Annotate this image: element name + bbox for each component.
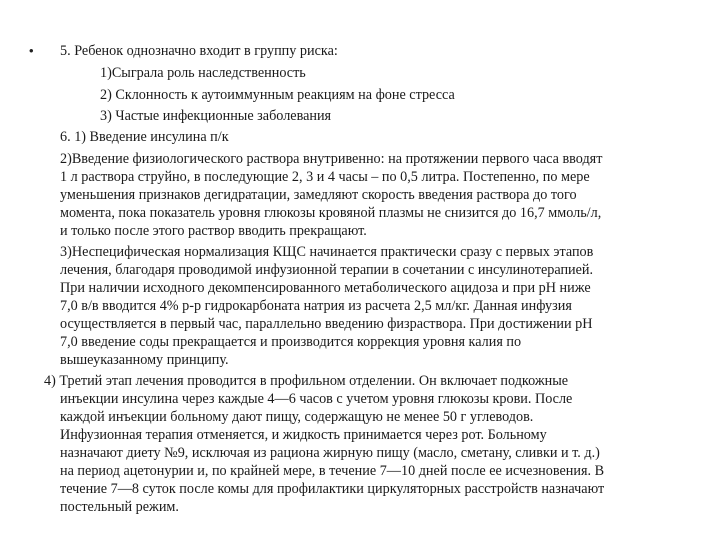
text-line: 2)Введение физиологического раствора внутривенно: на протяжении первого часа вводят <box>60 151 603 167</box>
text-line: уменьшения признаков дегидратации, замедляют скорость введения раствора до того <box>60 187 577 203</box>
text-line: Инфузионная терапия отменяется, и жидкость принимается через рот. Больному <box>60 427 547 443</box>
text-line: 5. Ребенок однозначно входит в группу риска: <box>60 43 338 59</box>
text-line: момента, пока показатель уровня глюкозы кровяной плазмы не снизится до 16,7 ммоль/л, <box>60 205 602 221</box>
text-line: течение 7—8 суток после комы для профилактики циркуляторных расстройств назначают <box>60 481 605 497</box>
text-line: лечения, благодаря проводимой инфузионной терапии в сочетании с инсулинотерапией. <box>60 262 594 278</box>
text-line: и только после этого раствор вводить прекращают. <box>60 223 367 239</box>
text-line: 4) Третий этап лечения проводится в профильном отделении. Он включает подкожные <box>44 373 569 389</box>
text-line: вышеуказанному принципу. <box>60 352 229 368</box>
text-line: осуществляется в первый час, параллельно введению физраствора. При достижении рН <box>60 316 593 332</box>
text-line: При наличии исходного декомпенсированного метаболического ацидоза и при рН ниже <box>60 280 591 296</box>
text-line: 2) Склонность к аутоиммунным реакциям на фоне стресса <box>100 87 455 103</box>
text-line: постельный режим. <box>60 499 179 515</box>
text-line: 3) Частые инфекционные заболевания <box>100 108 332 124</box>
text-line: инъекции инсулина через каждые 4—6 часов с учетом уровня глюкозы крови. После <box>60 391 573 407</box>
text-line: 1 л раствора струйно, в последующие 2, 3 и 4 часы – по 0,5 литра. Постепенно, по мере <box>60 169 590 185</box>
text-line: 3)Неспецифическая нормализация КЩС начинается практически сразу с первых этапов <box>60 244 594 260</box>
text-line: 7,0 введение соды прекращается и производится коррекция уровня калия по <box>60 334 522 350</box>
text-line: назначают диету №9, исключая из рациона жирную пищу (масло, сметану, сливки и т. д.) <box>60 445 600 461</box>
text-line: 1)Сыграла роль наследственность <box>100 65 306 81</box>
text-line: 7,0 в/в вводится 4% р-р гидрокарбоната натрия из расчета 2,5 мл/кг. Данная инфузия <box>60 298 572 314</box>
text-line: каждой инъекции больному дают пищу, содержащую не менее 50 г углеводов. <box>60 409 534 425</box>
text-line: на период ацетонурии и, по крайней мере, в течение 7—10 дней после ее исчезновения. В <box>60 463 605 479</box>
bullet-marker: • <box>29 43 34 58</box>
text-line: 6. 1) Введение инсулина п/к <box>60 129 229 145</box>
